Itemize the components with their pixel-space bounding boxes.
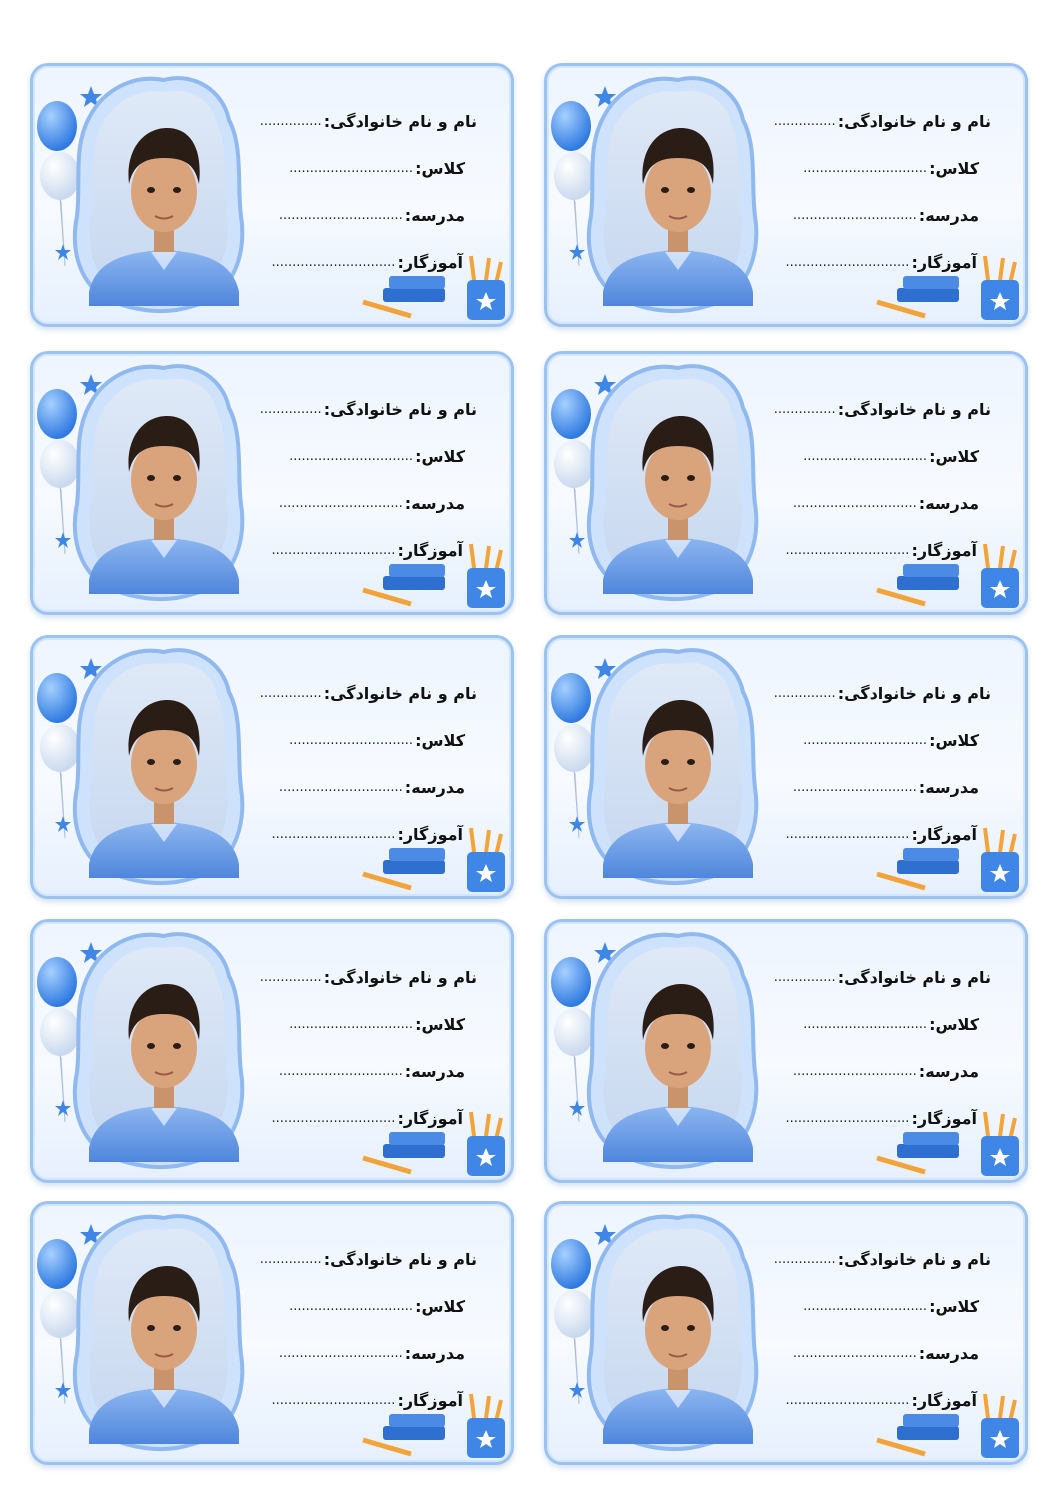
label-fields (255, 98, 477, 286)
name-label-card (30, 351, 514, 615)
school-field[interactable] (769, 764, 991, 811)
school-field[interactable] (255, 1048, 477, 1095)
school-label: مدرسه: (404, 494, 465, 513)
name-blank[interactable]: ............... (259, 1252, 322, 1267)
teacher-blank[interactable]: .............................. (785, 1111, 910, 1126)
class-field[interactable] (255, 1001, 477, 1048)
teacher-label: آموزگار: (911, 253, 977, 272)
name-field[interactable] (769, 954, 991, 1001)
name-label: نام و نام خانوادگی: (837, 968, 991, 987)
school-label: مدرسه: (404, 1344, 465, 1363)
label-fields (769, 386, 991, 574)
class-blank[interactable]: .............................. (289, 449, 414, 464)
teacher-label: آموزگار: (397, 541, 463, 560)
name-label: نام و نام خانوادگی: (323, 400, 477, 419)
school-label: مدرسه: (918, 778, 979, 797)
name-field[interactable] (769, 1236, 991, 1283)
name-field[interactable] (255, 98, 477, 145)
name-field[interactable] (255, 386, 477, 433)
class-label: کلاس: (415, 447, 465, 466)
name-label: نام و نام خانوادگی: (323, 1250, 477, 1269)
teacher-field[interactable] (255, 1377, 477, 1424)
name-blank[interactable]: ............... (773, 114, 836, 129)
class-field[interactable] (769, 717, 991, 764)
class-label: کلاس: (929, 1015, 979, 1034)
name-field[interactable] (769, 386, 991, 433)
teacher-label: آموزگار: (397, 825, 463, 844)
label-fields (255, 1236, 477, 1424)
teacher-label: آموزگار: (911, 541, 977, 560)
school-label: مدرسه: (918, 206, 979, 225)
school-blank[interactable]: .............................. (792, 780, 917, 795)
name-field[interactable] (769, 98, 991, 145)
class-field[interactable] (769, 145, 991, 192)
class-label: کلاس: (415, 1015, 465, 1034)
teacher-label: آموزگار: (397, 1109, 463, 1128)
class-label: کلاس: (929, 1297, 979, 1316)
school-label: مدرسه: (918, 494, 979, 513)
school-label: مدرسه: (404, 778, 465, 797)
teacher-field[interactable] (255, 811, 477, 858)
name-field[interactable] (769, 670, 991, 717)
class-field[interactable] (255, 717, 477, 764)
name-label-card (544, 351, 1028, 615)
teacher-field[interactable] (769, 1377, 991, 1424)
teacher-field[interactable] (769, 239, 991, 286)
school-label: مدرسه: (404, 1062, 465, 1081)
teacher-blank[interactable]: .............................. (271, 827, 396, 842)
label-fields (769, 98, 991, 286)
class-blank[interactable]: .............................. (803, 733, 928, 748)
name-label: نام و نام خانوادگی: (323, 684, 477, 703)
class-blank[interactable]: .............................. (803, 1017, 928, 1032)
name-blank[interactable]: ............... (773, 970, 836, 985)
school-blank[interactable]: .............................. (792, 496, 917, 511)
class-blank[interactable]: .............................. (803, 1299, 928, 1314)
label-fields (769, 670, 991, 858)
school-field[interactable] (769, 1330, 991, 1377)
teacher-blank[interactable]: .............................. (271, 1111, 396, 1126)
teacher-label: آموزگار: (911, 825, 977, 844)
teacher-field[interactable] (255, 239, 477, 286)
teacher-blank[interactable]: .............................. (785, 255, 910, 270)
label-fields (769, 1236, 991, 1424)
label-fields (255, 670, 477, 858)
school-field[interactable] (255, 764, 477, 811)
school-label: مدرسه: (918, 1344, 979, 1363)
name-label-card (30, 63, 514, 327)
label-fields (255, 386, 477, 574)
school-blank[interactable]: .............................. (278, 1064, 403, 1079)
name-field[interactable] (255, 1236, 477, 1283)
label-fields (769, 954, 991, 1142)
teacher-blank[interactable]: .............................. (271, 1393, 396, 1408)
name-label: نام و نام خانوادگی: (323, 968, 477, 987)
school-label: مدرسه: (404, 206, 465, 225)
class-blank[interactable]: .............................. (803, 449, 928, 464)
teacher-label: آموزگار: (911, 1109, 977, 1128)
name-field[interactable] (255, 670, 477, 717)
class-field[interactable] (769, 1283, 991, 1330)
name-label-card (544, 1201, 1028, 1465)
name-label: نام و نام خانوادگی: (837, 400, 991, 419)
name-blank[interactable]: ............... (259, 114, 322, 129)
teacher-label: آموزگار: (397, 1391, 463, 1410)
school-field[interactable] (255, 192, 477, 239)
school-blank[interactable]: .............................. (792, 1064, 917, 1079)
school-blank[interactable]: .............................. (278, 780, 403, 795)
class-blank[interactable]: .............................. (289, 161, 414, 176)
name-label-card (30, 635, 514, 899)
class-blank[interactable]: .............................. (289, 1299, 414, 1314)
name-label-card (30, 1201, 514, 1465)
teacher-field[interactable] (769, 527, 991, 574)
class-label: کلاس: (415, 1297, 465, 1316)
school-field[interactable] (769, 192, 991, 239)
name-blank[interactable]: ............... (773, 686, 836, 701)
school-label: مدرسه: (918, 1062, 979, 1081)
teacher-field[interactable] (769, 811, 991, 858)
name-blank[interactable]: ............... (259, 402, 322, 417)
teacher-field[interactable] (255, 527, 477, 574)
name-label-card (544, 919, 1028, 1183)
school-blank[interactable]: .............................. (278, 496, 403, 511)
class-blank[interactable]: .............................. (289, 733, 414, 748)
class-label: کلاس: (929, 447, 979, 466)
class-blank[interactable]: .............................. (289, 1017, 414, 1032)
name-label-card (30, 919, 514, 1183)
school-blank[interactable]: .............................. (792, 208, 917, 223)
school-field[interactable] (769, 1048, 991, 1095)
school-blank[interactable]: .............................. (278, 1346, 403, 1361)
school-field[interactable] (769, 480, 991, 527)
name-blank[interactable]: ............... (773, 402, 836, 417)
class-field[interactable] (255, 433, 477, 480)
class-blank[interactable]: .............................. (803, 161, 928, 176)
teacher-field[interactable] (769, 1095, 991, 1142)
name-blank[interactable]: ............... (773, 1252, 836, 1267)
teacher-label: آموزگار: (397, 253, 463, 272)
name-label: نام و نام خانوادگی: (837, 1250, 991, 1269)
school-field[interactable] (255, 480, 477, 527)
class-field[interactable] (769, 433, 991, 480)
label-fields (255, 954, 477, 1142)
class-label: کلاس: (929, 731, 979, 750)
school-field[interactable] (255, 1330, 477, 1377)
class-label: کلاس: (929, 159, 979, 178)
class-field[interactable] (769, 1001, 991, 1048)
name-label: نام و نام خانوادگی: (837, 112, 991, 131)
teacher-blank[interactable]: .............................. (785, 1393, 910, 1408)
teacher-blank[interactable]: .............................. (271, 543, 396, 558)
name-blank[interactable]: ............... (259, 686, 322, 701)
name-label: نام و نام خانوادگی: (323, 112, 477, 131)
name-label-card (544, 635, 1028, 899)
school-blank[interactable]: .............................. (278, 208, 403, 223)
teacher-label: آموزگار: (911, 1391, 977, 1410)
name-label: نام و نام خانوادگی: (837, 684, 991, 703)
teacher-blank[interactable]: .............................. (785, 827, 910, 842)
class-field[interactable] (255, 145, 477, 192)
school-blank[interactable]: .............................. (792, 1346, 917, 1361)
name-label-card (544, 63, 1028, 327)
class-label: کلاس: (415, 159, 465, 178)
class-label: کلاس: (415, 731, 465, 750)
name-field[interactable] (255, 954, 477, 1001)
teacher-field[interactable] (255, 1095, 477, 1142)
class-field[interactable] (255, 1283, 477, 1330)
teacher-blank[interactable]: .............................. (785, 543, 910, 558)
teacher-blank[interactable]: .............................. (271, 255, 396, 270)
name-blank[interactable]: ............... (259, 970, 322, 985)
